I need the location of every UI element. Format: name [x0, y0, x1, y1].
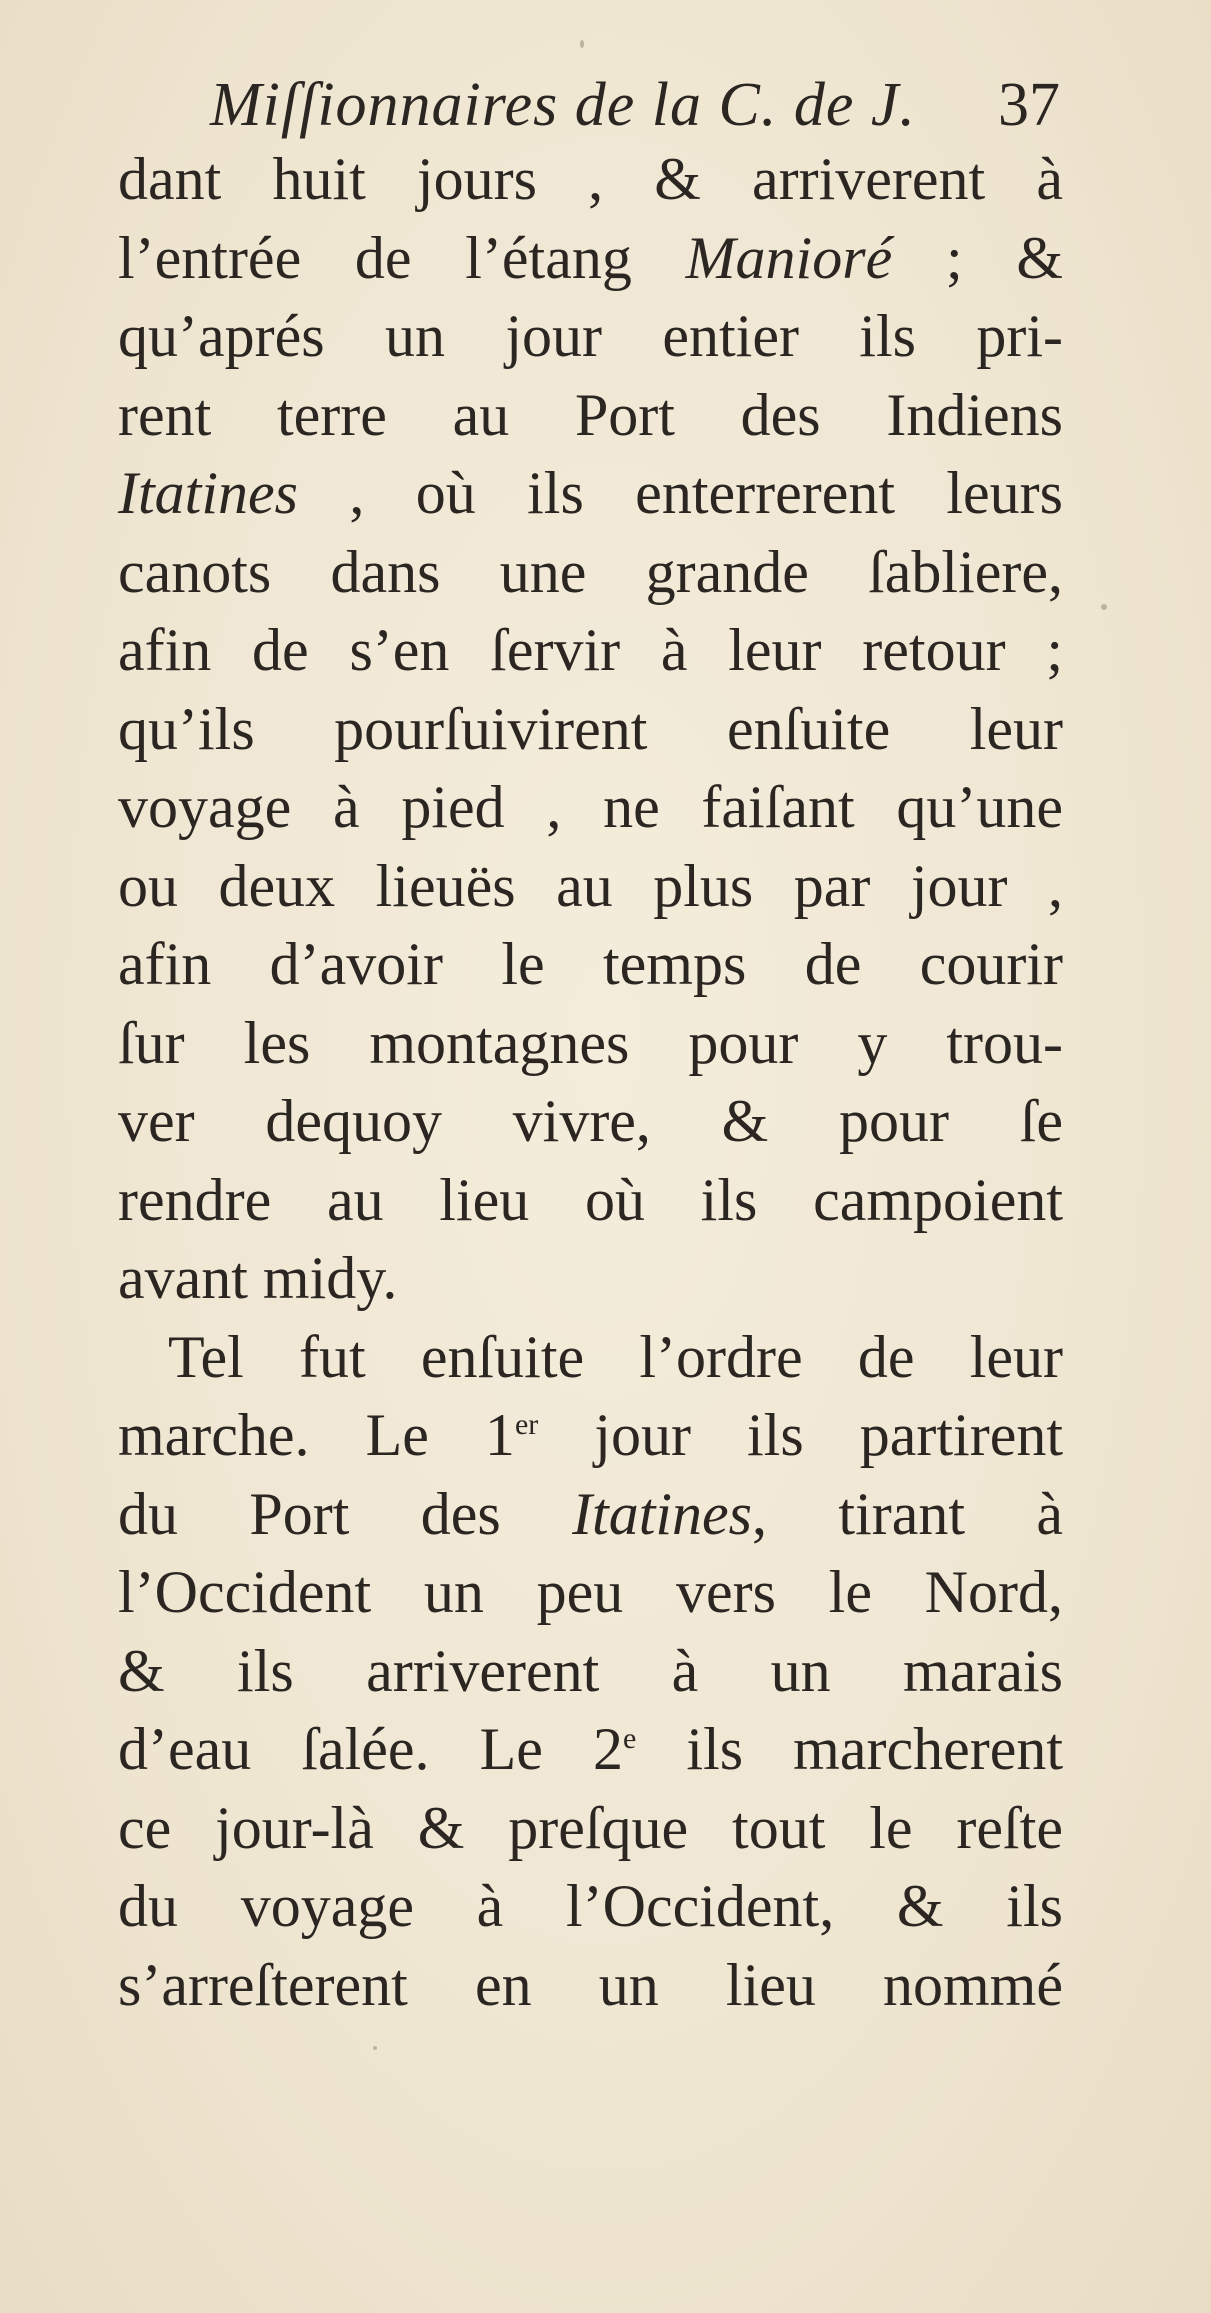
page-number: 37 [998, 71, 1060, 139]
ordinal-superscript: e [623, 1722, 637, 1755]
tribe-name: Itatines [118, 460, 298, 526]
text-line: ce jour-là & preſque tout le reſte [118, 1794, 1063, 1861]
paper-speck [1101, 604, 1107, 610]
text-line: dant huit jours , & arriverent à [118, 146, 1063, 212]
text-line: l’entrée de l’étang Manioré ; & [118, 224, 1064, 291]
text-line: d’eau ſalée. Le 2e ils marcherent [118, 1716, 1063, 1782]
place-name: Manioré [685, 224, 893, 291]
text-line: ſur les montagnes pour y trou- [118, 1009, 1063, 1076]
text-line: ver dequoy vivre, & pour ſe [118, 1088, 1063, 1154]
text-line: l’Occident un peu vers le Nord, [118, 1559, 1063, 1625]
text-line: marche. Le 1er jour ils partirent [118, 1402, 1063, 1468]
text-line-paragraph-end: avant midy. [118, 1245, 398, 1311]
body-text [118, 140, 1063, 2024]
text-line: voyage à pied , ne faiſant qu’une [118, 774, 1063, 840]
text-line: du Port des Itatines, tirant à [118, 1480, 1063, 1547]
text-line: qu’aprés un jour entier ils pri- [118, 303, 1063, 369]
text-line: afin d’avoir le temps de courir [118, 931, 1063, 997]
text-line: canots dans une grande ſabliere, [118, 538, 1063, 605]
text-line: rendre au lieu où ils campoient [118, 1166, 1063, 1233]
page-header [210, 60, 1070, 150]
paper-speck [580, 40, 584, 48]
ordinal-superscript: er [514, 1408, 539, 1441]
tribe-name: Itatines [572, 1480, 753, 1547]
text-line: ou deux lieuës au plus par jour , [118, 852, 1063, 919]
paper-speck [373, 2046, 377, 2050]
text-line: Itatines , où ils enterrerent leurs [118, 460, 1063, 526]
running-title: Miſſionnaires de la C. de J. [210, 71, 916, 139]
text-line: afin de s’en ſervir à leur retour ; [118, 617, 1063, 683]
text-line-paragraph-start: Tel fut enſuite l’ordre de leur [168, 1323, 1063, 1390]
text-line: qu’ils pourſuivirent enſuite leur [118, 695, 1063, 762]
text-line: & ils arriverent à un marais [118, 1637, 1063, 1704]
text-line: du voyage à l’Occident, & ils [118, 1873, 1063, 1939]
text-line: s’arreſterent en un lieu nommé [118, 1951, 1063, 2018]
text-line: rent terre au Port des Indiens [118, 381, 1063, 448]
